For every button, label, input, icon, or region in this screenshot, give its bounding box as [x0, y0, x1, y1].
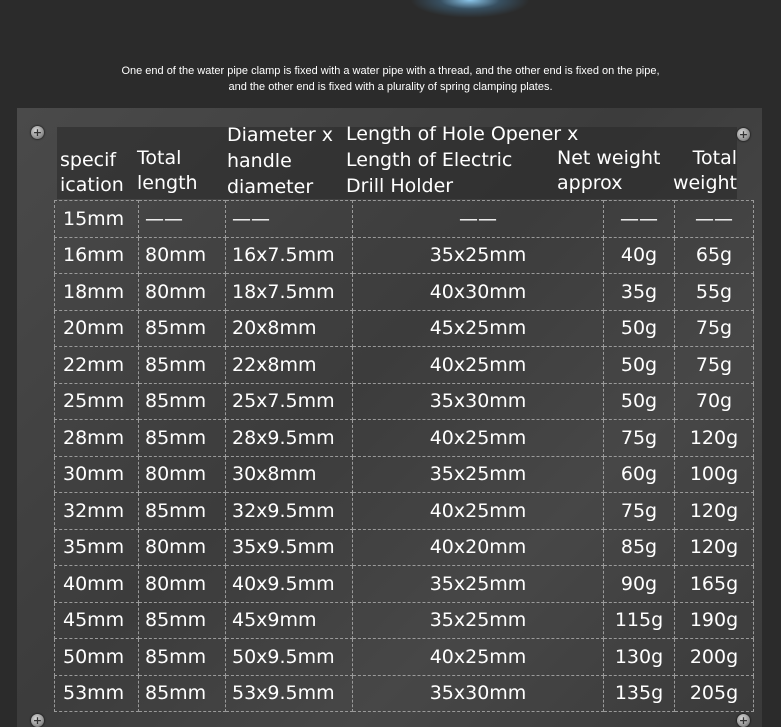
cell-total-weight: 120g — [675, 529, 754, 566]
header-total-weight: Total weight — [672, 147, 737, 194]
header-spec: specif ication — [60, 149, 124, 196]
cell-total-length: 80mm — [139, 237, 226, 274]
cell-hole-opener: 40x20mm — [353, 529, 604, 566]
cell-diameter: 20x8mm — [226, 310, 353, 347]
cell-spec: 20mm — [55, 310, 139, 347]
cell-diameter: 18x7.5mm — [226, 274, 353, 311]
cell-total-weight: 75g — [675, 347, 754, 384]
intro-line-2: and the other end is fixed with a plurality of spring clamping plates. — [228, 81, 553, 93]
table-row — [55, 493, 754, 530]
cell-total-length: 85mm — [139, 639, 226, 676]
cell-total-weight: 75g — [675, 310, 754, 347]
header-total-length: Total length — [137, 147, 198, 194]
cell-diameter: 40x9.5mm — [226, 566, 353, 603]
cell-total-length: 80mm — [139, 456, 226, 493]
spec-table — [54, 200, 754, 712]
cell-hole-opener: 35x25mm — [353, 456, 604, 493]
cell-total-weight: 205g — [675, 675, 754, 712]
table-row — [55, 383, 754, 420]
screw-icon: + — [738, 714, 749, 727]
cell-net-weight: 75g — [604, 420, 675, 457]
cell-spec: 15mm — [55, 201, 139, 238]
cell-net-weight: 50g — [604, 310, 675, 347]
cell-total-length: 80mm — [139, 529, 226, 566]
cell-total-weight: 55g — [675, 274, 754, 311]
screw-icon: + — [738, 128, 749, 141]
cell-total-length: 85mm — [139, 347, 226, 384]
cell-total-weight: 120g — [675, 493, 754, 530]
cell-total-length: 85mm — [139, 493, 226, 530]
cell-total-weight: 120g — [675, 420, 754, 457]
header-net-weight: Net weight approx — [557, 147, 661, 194]
cell-net-weight: 135g — [604, 675, 675, 712]
cell-spec: 40mm — [55, 566, 139, 603]
cell-spec: 32mm — [55, 493, 139, 530]
table-row — [55, 201, 754, 238]
table-row — [55, 602, 754, 639]
cell-net-weight: 50g — [604, 347, 675, 384]
cell-total-length: 85mm — [139, 310, 226, 347]
cell-spec: 50mm — [55, 639, 139, 676]
cell-spec: 25mm — [55, 383, 139, 420]
cell-spec: 18mm — [55, 274, 139, 311]
cell-hole-opener: —— — [353, 201, 604, 238]
cell-net-weight: 50g — [604, 383, 675, 420]
cell-total-weight: 165g — [675, 566, 754, 603]
cell-diameter: 35x9.5mm — [226, 529, 353, 566]
table-row — [55, 456, 754, 493]
header-diameter: Diameter x handle diameter — [227, 124, 333, 198]
table-row — [55, 675, 754, 712]
cell-diameter: 53x9.5mm — [226, 675, 353, 712]
cell-hole-opener: 40x25mm — [353, 493, 604, 530]
table-row — [55, 310, 754, 347]
cell-hole-opener: 40x30mm — [353, 274, 604, 311]
cell-diameter: 30x8mm — [226, 456, 353, 493]
cell-net-weight: 40g — [604, 237, 675, 274]
cell-net-weight: 115g — [604, 602, 675, 639]
table-row — [55, 566, 754, 603]
cell-total-length: 80mm — [139, 566, 226, 603]
cell-total-length: 85mm — [139, 675, 226, 712]
cell-hole-opener: 35x25mm — [353, 566, 604, 603]
cell-net-weight: —— — [604, 201, 675, 238]
cell-spec: 30mm — [55, 456, 139, 493]
cell-total-weight: 190g — [675, 602, 754, 639]
cell-total-length: 85mm — [139, 420, 226, 457]
cell-diameter: 28x9.5mm — [226, 420, 353, 457]
cell-hole-opener: 35x25mm — [353, 602, 604, 639]
cell-hole-opener: 40x25mm — [353, 347, 604, 384]
cell-total-length: 80mm — [139, 274, 226, 311]
cell-hole-opener: 40x25mm — [353, 420, 604, 457]
cell-total-length: 85mm — [139, 383, 226, 420]
cell-spec: 16mm — [55, 237, 139, 274]
cell-spec: 45mm — [55, 602, 139, 639]
cell-net-weight: 90g — [604, 566, 675, 603]
cell-spec: 28mm — [55, 420, 139, 457]
cell-diameter: 50x9.5mm — [226, 639, 353, 676]
table-row — [55, 237, 754, 274]
screw-icon: + — [32, 126, 43, 139]
cell-total-weight: 70g — [675, 383, 754, 420]
cell-net-weight: 35g — [604, 274, 675, 311]
screw-icon: + — [32, 714, 43, 727]
light-glow — [410, 0, 530, 18]
cell-total-weight: 100g — [675, 456, 754, 493]
cell-total-weight: 65g — [675, 237, 754, 274]
cell-spec: 35mm — [55, 529, 139, 566]
cell-hole-opener: 35x30mm — [353, 675, 604, 712]
cell-diameter: 16x7.5mm — [226, 237, 353, 274]
cell-hole-opener: 35x30mm — [353, 383, 604, 420]
table-header — [57, 123, 737, 199]
header-hole-opener: Length of Hole Opener x Length of Electric Drill Holder — [346, 123, 579, 197]
cell-diameter: 32x9.5mm — [226, 493, 353, 530]
cell-net-weight: 85g — [604, 529, 675, 566]
intro-line-1: One end of the water pipe clamp is fixed with a water pipe with a thread, and the other end is fixed on the pipe, — [121, 65, 660, 77]
cell-spec: 53mm — [55, 675, 139, 712]
cell-diameter: —— — [226, 201, 353, 238]
cell-total-weight: 200g — [675, 639, 754, 676]
cell-diameter: 45x9mm — [226, 602, 353, 639]
cell-spec: 22mm — [55, 347, 139, 384]
cell-net-weight: 130g — [604, 639, 675, 676]
table-row — [55, 420, 754, 457]
cell-net-weight: 75g — [604, 493, 675, 530]
cell-total-length: —— — [139, 201, 226, 238]
table-row — [55, 529, 754, 566]
cell-net-weight: 60g — [604, 456, 675, 493]
cell-hole-opener: 35x25mm — [353, 237, 604, 274]
cell-diameter: 25x7.5mm — [226, 383, 353, 420]
table-row — [55, 347, 754, 384]
table-row — [55, 639, 754, 676]
table-row — [55, 274, 754, 311]
cell-diameter: 22x8mm — [226, 347, 353, 384]
cell-hole-opener: 40x25mm — [353, 639, 604, 676]
cell-total-weight: —— — [675, 201, 754, 238]
cell-hole-opener: 45x25mm — [353, 310, 604, 347]
intro-text — [0, 63, 781, 95]
cell-total-length: 85mm — [139, 602, 226, 639]
